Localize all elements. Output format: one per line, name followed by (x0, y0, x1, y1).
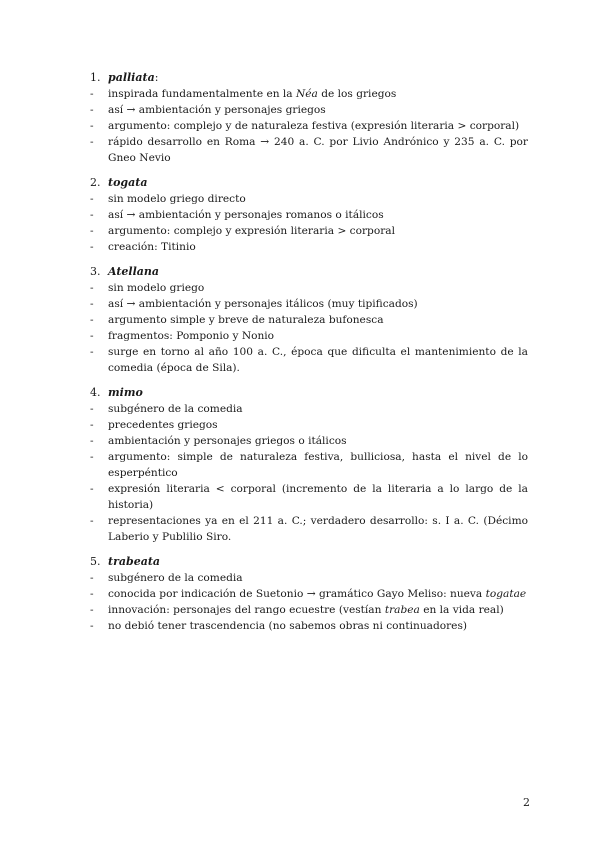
item-text: rápido desarrollo en Roma → 240 a. C. por Livio Andrónico y 235 a. C. por Gneo Nevio (108, 136, 528, 164)
item-text: así → ambientación y personajes itálicos (muy tipificados) (108, 298, 418, 310)
list-item (90, 118, 528, 134)
item-text: inspirada fundamentalmente en la (108, 88, 296, 100)
page-number: 2 (523, 796, 530, 809)
bullet-list (90, 570, 528, 634)
section-title: palliata (108, 71, 155, 84)
bullet-dash: - (90, 88, 94, 100)
list-item (90, 433, 528, 449)
list-item (90, 586, 528, 602)
italic-text: togatae (485, 588, 527, 600)
list-item (90, 312, 528, 328)
section-number: 1. (90, 71, 101, 84)
bullet-list (90, 401, 528, 545)
item-text: expresión literaria < corporal (incremento de la literaria a lo largo de la historia) (108, 483, 528, 511)
section-5 (90, 554, 528, 634)
bullet-dash: - (90, 435, 94, 447)
item-text: creación: Titinio (108, 241, 196, 253)
bullet-dash: - (90, 403, 94, 415)
list-item (90, 86, 528, 102)
section-4 (90, 385, 528, 545)
section-2 (90, 175, 528, 255)
list-item (90, 570, 528, 586)
section-number: 4. (90, 386, 101, 399)
list-item (90, 618, 528, 634)
bullet-dash: - (90, 419, 94, 431)
section-1 (90, 70, 528, 166)
bullet-dash: - (90, 209, 94, 221)
bullet-dash: - (90, 314, 94, 326)
section-heading (90, 175, 528, 191)
section-title: togata (108, 176, 148, 189)
bullet-dash: - (90, 282, 94, 294)
bullet-dash: - (90, 298, 94, 310)
bullet-dash: - (90, 225, 94, 237)
list-item (90, 328, 528, 344)
item-text: en la vida real) (419, 604, 504, 616)
item-text: surge en torno al año 100 a. C., época que dificulta el mantenimiento de la comedia (época de Sila). (108, 346, 528, 374)
item-text: argumento simple y breve de naturaleza bufonesca (108, 314, 384, 326)
italic-text: trabea (384, 604, 420, 616)
document-body (90, 70, 528, 643)
bullet-dash: - (90, 346, 94, 358)
item-text: así → ambientación y personajes romanos o itálicos (108, 209, 384, 221)
item-text: sin modelo griego directo (108, 193, 246, 205)
section-3 (90, 264, 528, 376)
list-item (90, 280, 528, 296)
list-item (90, 239, 528, 255)
item-text: argumento: simple de naturaleza festiva, bulliciosa, hasta el nivel de lo esperpéntico (108, 451, 528, 479)
section-number: 5. (90, 555, 101, 568)
item-text: de los griegos (317, 88, 397, 100)
list-item (90, 513, 528, 545)
bullet-dash: - (90, 515, 94, 527)
item-text: así → ambientación y personajes griegos (108, 104, 326, 116)
item-text: argumento: complejo y expresión literaria > corporal (108, 225, 395, 237)
section-title: trabeata (108, 555, 161, 568)
bullet-dash: - (90, 104, 94, 116)
item-text: conocida por indicación de Suetonio → gramático Gayo Meliso: nueva (108, 588, 486, 600)
bullet-list (90, 191, 528, 255)
list-item (90, 134, 528, 166)
list-item (90, 102, 528, 118)
section-number: 3. (90, 265, 101, 278)
list-item (90, 481, 528, 513)
bullet-dash: - (90, 451, 94, 463)
bullet-dash: - (90, 588, 94, 600)
bullet-dash: - (90, 120, 94, 132)
item-text: subgénero de la comedia (108, 403, 243, 415)
list-item (90, 207, 528, 223)
bullet-list (90, 280, 528, 376)
bullet-dash: - (90, 136, 94, 148)
list-item (90, 191, 528, 207)
section-heading (90, 70, 528, 86)
item-text: ambientación y personajes griegos o itálicos (108, 435, 347, 447)
bullet-dash: - (90, 604, 94, 616)
item-text: representaciones ya en el 211 a. C.; verdadero desarrollo: s. I a. C. (Décimo Laberio y Publilio Siro. (108, 515, 528, 543)
list-item (90, 223, 528, 239)
bullet-dash: - (90, 330, 94, 342)
list-item (90, 344, 528, 376)
item-text: sin modelo griego (108, 282, 205, 294)
section-heading (90, 385, 528, 401)
item-text: no debió tener trascendencia (no sabemos obras ni continuadores) (108, 620, 468, 632)
list-item (90, 602, 528, 618)
section-title-suffix: : (154, 71, 159, 84)
bullet-dash: - (90, 620, 94, 632)
section-heading (90, 264, 528, 280)
bullet-dash: - (90, 572, 94, 584)
item-text: precedentes griegos (108, 419, 218, 431)
list-item (90, 296, 528, 312)
list-item (90, 401, 528, 417)
bullet-dash: - (90, 483, 94, 495)
italic-text: Néa (296, 88, 318, 100)
bullet-list (90, 86, 528, 166)
section-title: mimo (108, 386, 143, 399)
item-text: argumento: complejo y de naturaleza festiva (expresión literaria > corporal) (108, 120, 520, 132)
section-heading (90, 554, 528, 570)
section-number: 2. (90, 176, 101, 189)
list-item (90, 449, 528, 481)
item-text: subgénero de la comedia (108, 572, 243, 584)
list-item (90, 417, 528, 433)
item-text: innovación: personajes del rango ecuestre (vestían (108, 604, 385, 616)
item-text: fragmentos: Pomponio y Nonio (108, 330, 275, 342)
section-title: Atellana (108, 265, 160, 278)
bullet-dash: - (90, 193, 94, 205)
bullet-dash: - (90, 241, 94, 253)
